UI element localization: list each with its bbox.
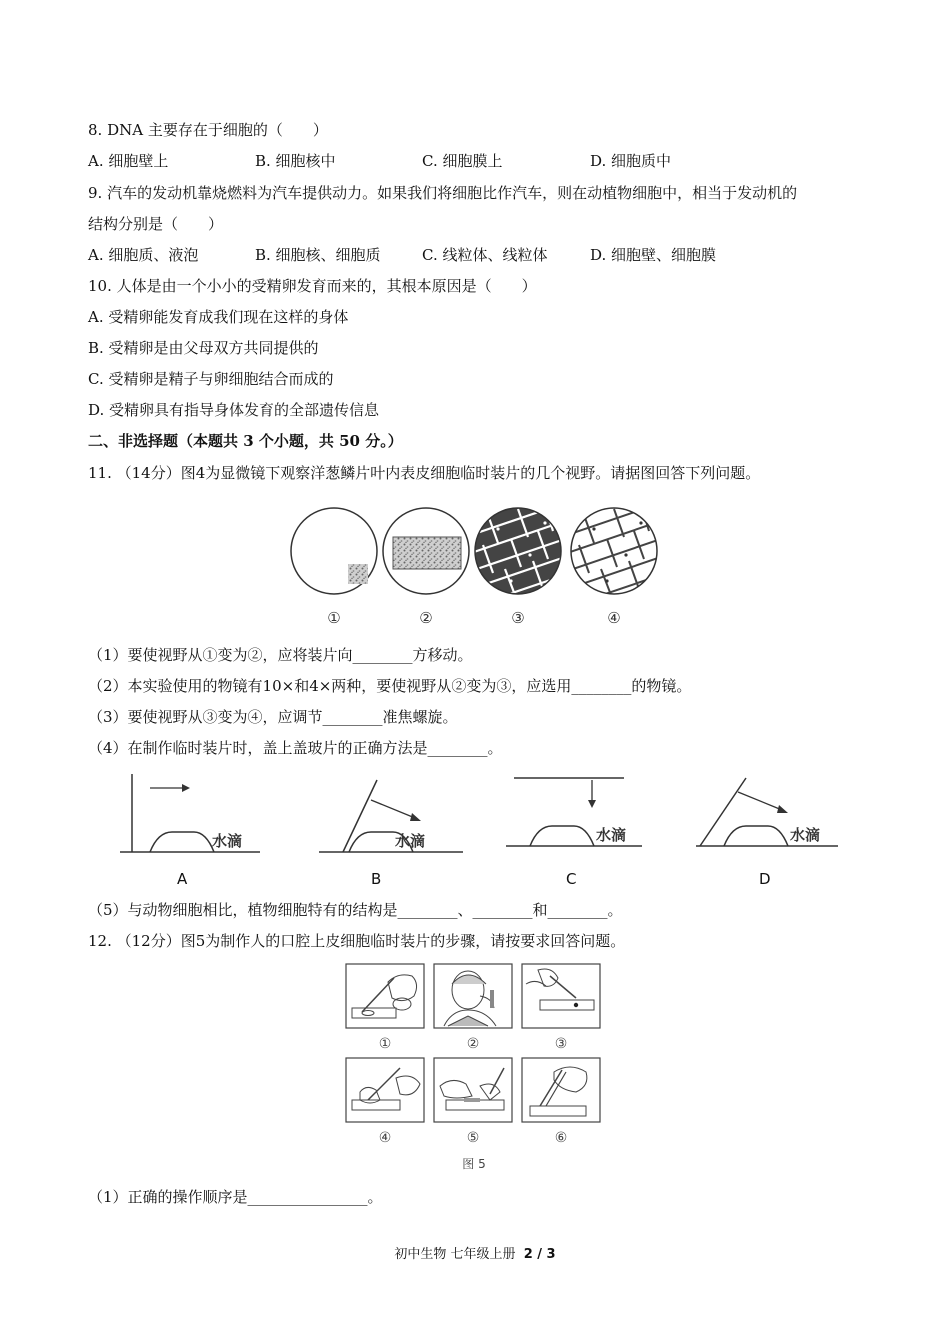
q10-option-d: D. 受精卵具有指导身体发育的全部遗传信息 <box>88 401 380 419</box>
step-label-4: ④ <box>378 1130 392 1146</box>
q9-stem-line1: 9. 汽车的发动机靠烧燃料为汽车提供动力。如果我们将细胞比作汽车，则在动植物细胞中，相当于发动机的 <box>88 184 798 202</box>
q8-option-b: B. 细胞核中 <box>255 152 336 170</box>
step-label-2: ② <box>466 1036 480 1052</box>
q11-sub5: （5）与动物细胞相比，植物细胞特有的结构是________、________和________。 <box>88 901 623 919</box>
step-label-1: ① <box>378 1036 392 1052</box>
q9-option-d: D. 细胞壁、细胞膜 <box>590 246 717 264</box>
q9-option-a: A. 细胞质、液泡 <box>88 246 199 264</box>
q11-sub2: （2）本实验使用的物镜有10×和4×两种，要使视野从②变为③，应选用________的物镜。 <box>88 677 692 695</box>
field-3 <box>471 495 565 607</box>
step-label-3: ③ <box>554 1036 568 1052</box>
coverslip-label-d: D <box>759 870 771 888</box>
q12-sub1: （1）正确的操作顺序是________________。 <box>88 1188 383 1206</box>
coverslip-diagram-a <box>110 768 270 860</box>
q11-sub3: （3）要使视野从③变为④，应调节________准焦螺旋。 <box>88 708 458 726</box>
step-6-panel <box>522 1058 600 1122</box>
q10-option-c: C. 受精卵是精子与卵细胞结合而成的 <box>88 370 334 388</box>
svg-text:水滴: 水滴 <box>212 832 243 850</box>
svg-text:水滴: 水滴 <box>596 826 627 844</box>
field-label-2: ② <box>419 609 433 627</box>
q10-stem: 10. 人体是由一个小小的受精卵发育而来的，其根本原因是（ ） <box>88 277 537 295</box>
step-label-6: ⑥ <box>554 1130 568 1146</box>
step-1-panel <box>346 964 424 1028</box>
field-2 <box>383 508 469 594</box>
q10-option-a: A. 受精卵能发育成我们现在这样的身体 <box>88 308 349 326</box>
svg-text:水滴: 水滴 <box>395 832 426 850</box>
section2-title: 二、非选择题（本题共 3 个小题，共 50 分。） <box>88 432 403 450</box>
q8-option-c: C. 细胞膜上 <box>422 152 503 170</box>
q8-option-a: A. 细胞壁上 <box>88 152 169 170</box>
field-4 <box>567 495 661 607</box>
step-label-5: ⑤ <box>466 1130 480 1146</box>
q9-option-b: B. 细胞核、细胞质 <box>255 246 381 264</box>
step-4-panel <box>346 1058 424 1122</box>
figure-5-caption: 图 5 <box>462 1157 486 1171</box>
page-footer <box>0 1243 950 1262</box>
step-5-panel <box>434 1058 512 1122</box>
field-label-3: ③ <box>511 609 525 627</box>
field-label-1: ① <box>327 609 341 627</box>
coverslip-label-a: A <box>177 870 188 888</box>
coverslip-label-b: B <box>371 870 382 888</box>
q10-option-b: B. 受精卵是由父母双方共同提供的 <box>88 339 319 357</box>
coverslip-diagram-b <box>313 768 473 860</box>
coverslip-diagram-c <box>500 768 650 860</box>
coverslip-diagram-d <box>690 768 845 860</box>
step-2-panel <box>434 964 512 1028</box>
field-1 <box>291 508 377 594</box>
q9-stem-line2: 结构分别是（ ） <box>88 215 224 233</box>
coverslip-label-c: C <box>566 870 577 888</box>
cheek-cell-steps-figure <box>340 960 608 1175</box>
q11-stem: 11. （14分）图4为显微镜下观察洋葱鳞片叶内表皮细胞临时装片的几个视野。请据图回答下列问题。 <box>88 464 761 482</box>
q8-option-d: D. 细胞质中 <box>590 152 672 170</box>
q11-sub1: （1）要使视野从①变为②，应将装片向________方移动。 <box>88 646 473 664</box>
svg-text:水滴: 水滴 <box>790 826 821 844</box>
page-number: 2 / 3 <box>523 1247 556 1262</box>
footer-text: 初中生物 七年级上册 <box>394 1247 516 1262</box>
field-label-4: ④ <box>607 609 621 627</box>
q12-stem: 12. （12分）图5为制作人的口腔上皮细胞临时装片的步骤，请按要求回答问题。 <box>88 932 626 950</box>
step-3-panel <box>522 964 600 1028</box>
microscope-fields-figure <box>283 495 668 635</box>
q9-option-c: C. 线粒体、线粒体 <box>422 246 548 264</box>
q11-sub4: （4）在制作临时装片时，盖上盖玻片的正确方法是________。 <box>88 739 503 757</box>
q8-stem: 8. DNA 主要存在于细胞的（ ） <box>88 121 328 139</box>
